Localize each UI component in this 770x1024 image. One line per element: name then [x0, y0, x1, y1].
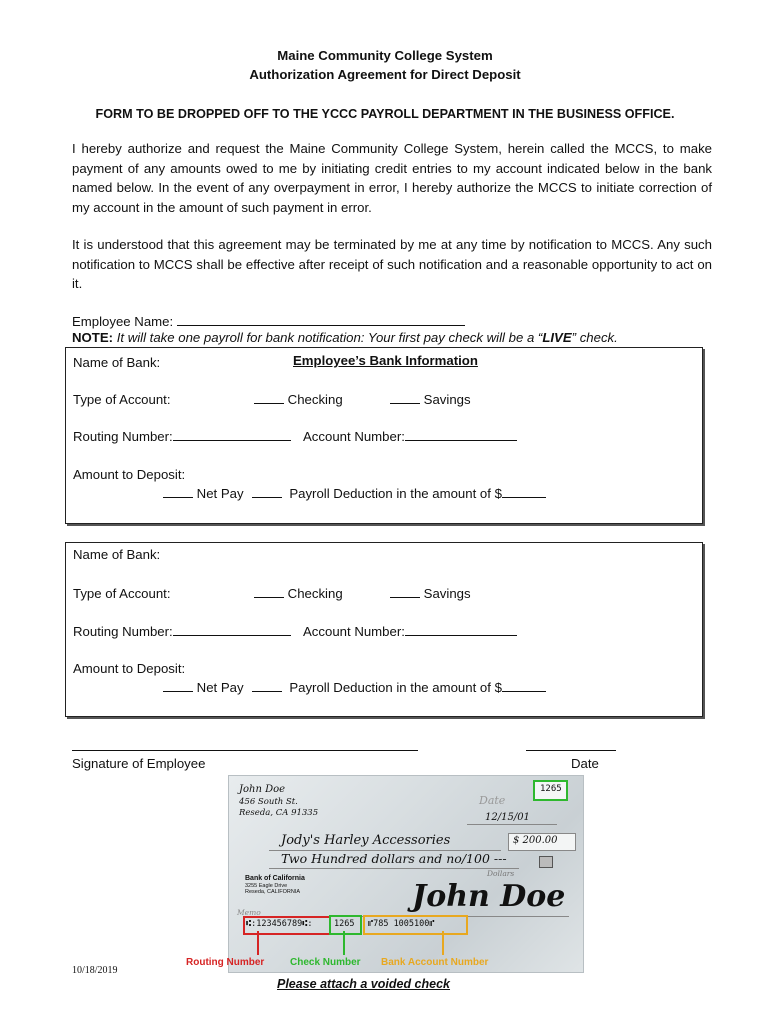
live-emphasis: LIVE [542, 330, 572, 345]
check-signature: John Doe [412, 879, 566, 914]
check-connector [343, 931, 345, 955]
check-bank-addr2: Reseda, CALIFORNIA [245, 889, 301, 895]
amount-to-deposit-label: Amount to Deposit: [73, 661, 186, 676]
form-title: Authorization Agreement for Direct Deposit [249, 67, 521, 82]
micr-routing-text: ⑆:123456789⑆: [246, 919, 313, 929]
bank-info-heading: Employee’s Bank Information [293, 353, 478, 368]
checking-option[interactable]: Checking [254, 391, 343, 408]
check-date-line [467, 824, 557, 825]
account-connector [442, 931, 444, 955]
footer-date: 10/18/2019 [72, 965, 118, 976]
note-label: NOTE: [72, 330, 114, 345]
sample-check-image [228, 775, 584, 973]
type-of-account-label: Type of Account: [73, 586, 171, 601]
check-amount-box [508, 833, 576, 851]
check-amount-words: Two Hundred dollars and no/100 --- [281, 851, 507, 866]
routing-connector [257, 931, 259, 955]
check-owner-address1: 456 South St. [239, 797, 298, 807]
routing-number-caption: Routing Number [186, 957, 265, 968]
check-bank-addr1: 3255 Eagle Drive [245, 883, 288, 889]
payroll-deduction-option[interactable]: Payroll Deduction in the amount of $ [252, 485, 546, 502]
check-owner-address2: Reseda, CA 91335 [239, 808, 319, 818]
form-instruction: FORM TO BE DROPPED OFF TO THE YCCC PAYROLL DEPARTMENT IN THE BUSINESS OFFICE. [95, 107, 675, 121]
signature-line[interactable] [72, 750, 418, 751]
check-amount-number: $ 200.00 [513, 835, 558, 846]
check-date-value: 12/15/01 [485, 812, 530, 823]
check-memo-label: Memo [237, 908, 261, 917]
account-number-field[interactable]: Account Number: [303, 428, 517, 445]
check-date-label: Date [479, 794, 506, 807]
type-of-account-label: Type of Account: [73, 392, 171, 407]
payroll-deduction-option[interactable]: Payroll Deduction in the amount of $ [252, 679, 546, 696]
net-pay-option[interactable]: Net Pay [163, 679, 244, 696]
micr-check-text: 1265 [334, 919, 355, 929]
employee-name-row [72, 312, 465, 330]
employee-name-label: Employee Name: [72, 314, 174, 329]
micr-account-text: ⑈785 1005100⑈ [368, 919, 435, 929]
bank-block-1 [65, 347, 703, 524]
name-of-bank-label: Name of Bank: [73, 355, 161, 370]
check-dollars-label: Dollars [487, 869, 515, 878]
check-payee: Jody's Harley Accessories [281, 833, 451, 848]
authorization-paragraph: I hereby authorize and request the Maine Community College System, herein called the MCCS, to make payment of any amounts owed to me by initiating credit entries to my account indicated below in the bank named below. In the event of any overpayment in error, I hereby authorize the MCCS to initiate correction of my account in the amount of such payment in error. [72, 141, 712, 215]
amount-to-deposit-label: Amount to Deposit: [73, 467, 186, 482]
attach-voided-check-note: Please attach a voided check [277, 977, 451, 991]
routing-number-field[interactable]: Routing Number: [73, 428, 291, 445]
bank-logo-icon [539, 856, 553, 868]
micr-account-box [363, 915, 468, 935]
checking-option[interactable]: Checking [254, 585, 343, 602]
net-pay-option[interactable]: Net Pay [163, 485, 244, 502]
check-number-caption: Check Number [290, 957, 361, 968]
note-row [72, 330, 618, 346]
date-line[interactable] [526, 750, 616, 751]
name-of-bank-label: Name of Bank: [73, 547, 161, 562]
check-bank-name: Bank of California [245, 875, 305, 882]
account-number-field[interactable]: Account Number: [303, 623, 517, 640]
micr-check-box [329, 915, 362, 935]
bank-block-2 [65, 542, 703, 717]
signature-label: Signature of Employee [72, 756, 206, 771]
check-number-text: 1265 [540, 784, 562, 794]
account-number-caption: Bank Account Number [381, 957, 489, 968]
termination-paragraph: It is understood that this agreement may be terminated by me at any time by notification to MCCS. Any such notification to MCCS shall be effective after receipt of such notification and a reasonable opportunity to act on it. [72, 237, 712, 291]
org-title: Maine Community College System [277, 48, 493, 63]
check-number-box [533, 780, 568, 801]
check-words-line [269, 868, 519, 869]
routing-number-field[interactable]: Routing Number: [73, 623, 291, 640]
date-label: Date [571, 756, 599, 771]
employee-name-field[interactable] [177, 312, 465, 326]
savings-option[interactable]: Savings [390, 585, 471, 602]
note-text: It will take one payroll for bank notification: Your first pay check will be a “LIVE” check. [116, 330, 618, 345]
savings-option[interactable]: Savings [390, 391, 471, 408]
check-owner-name: John Doe [239, 784, 286, 795]
